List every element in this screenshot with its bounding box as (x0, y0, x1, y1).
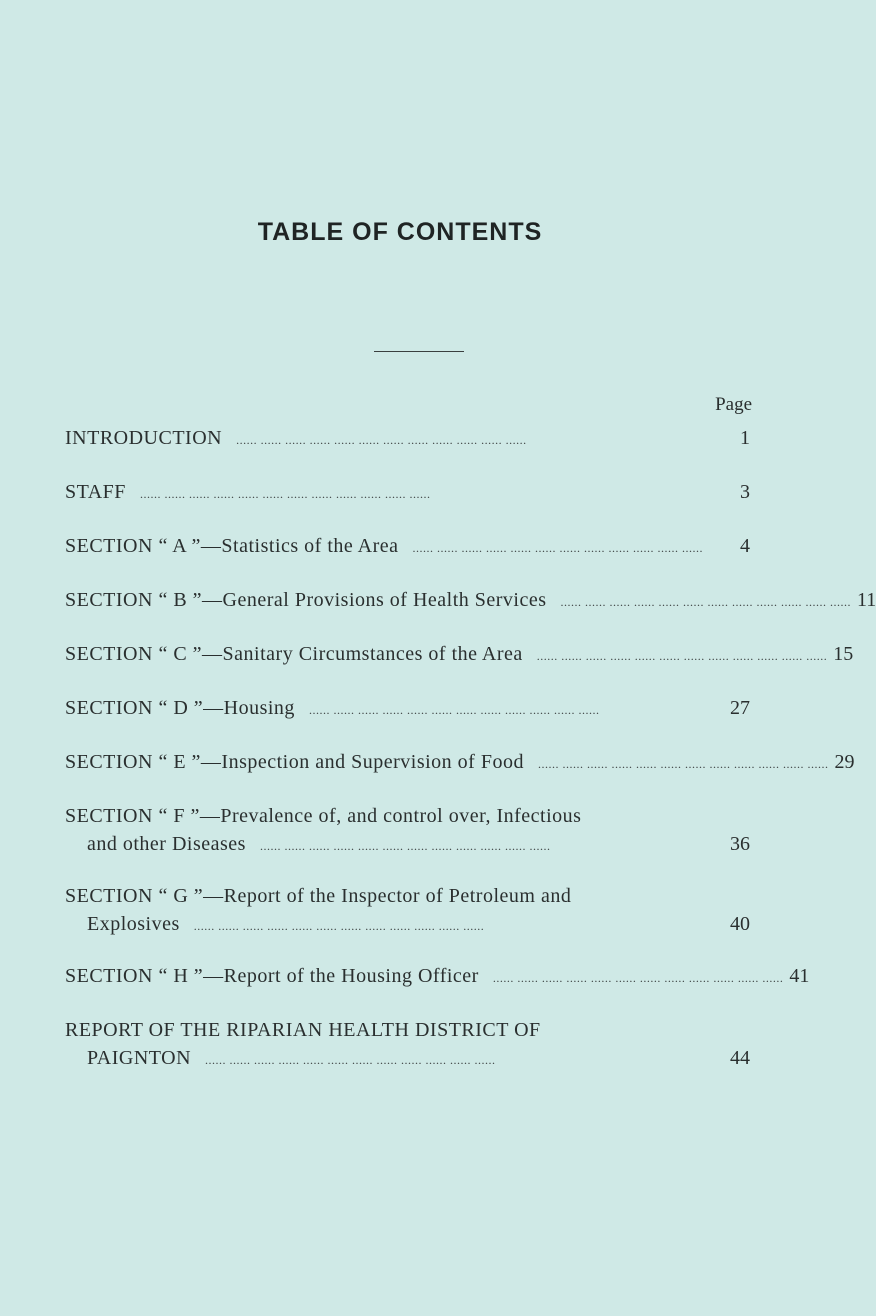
dot-leader: ...... ...... ...... ...... ...... ...... ...... ...... ...... ...... ...... ...... (259, 839, 551, 853)
toc-entry-label: SECTION “ H ”—Report of the Housing Officer (65, 965, 479, 987)
toc-page-number: 44 (730, 1047, 750, 1069)
toc-entry-label: STAFF (65, 481, 126, 503)
toc-entry-label: SECTION “ E ”—Inspection and Supervision of Food (65, 751, 524, 773)
toc-page-number: 40 (730, 913, 750, 935)
dot-leader: ...... ...... ...... ...... ...... ...... ...... ...... ...... ...... ...... ...... (308, 703, 600, 717)
toc-entry-section-a[interactable] (65, 532, 750, 562)
table-of-contents (65, 424, 876, 1096)
page-column-header: Page (715, 394, 752, 415)
toc-entry-label: SECTION “ B ”—General Provisions of Health Services (65, 589, 547, 611)
dot-leader: ...... ...... ...... ...... ...... ...... ...... ...... ...... ...... ...... ...... (236, 433, 527, 447)
toc-page-number: 3 (740, 481, 750, 503)
toc-entry-label-continued: PAIGNTON (87, 1047, 192, 1069)
toc-entry-section-d[interactable] (65, 694, 750, 724)
toc-entry-section-b[interactable] (65, 586, 876, 616)
toc-page-number: 11 (857, 589, 876, 611)
toc-entry-section-f[interactable] (65, 802, 750, 860)
toc-entry-label: SECTION “ F ”—Prevalence of, and control over, Infectious (65, 805, 582, 827)
toc-entry-label: SECTION “ C ”—Sanitary Circumstances of the Area (65, 643, 523, 665)
toc-entry-label-continued: and other Diseases (87, 833, 246, 855)
toc-entry-label: INTRODUCTION (65, 427, 223, 449)
toc-entry-label: SECTION “ A ”—Statistics of the Area (65, 535, 399, 557)
dot-leader: ...... ...... ...... ...... ...... ...... ...... ...... ...... ...... ...... ...... (193, 919, 485, 933)
title-divider (374, 351, 464, 352)
toc-entry-label-continued: Explosives (87, 913, 180, 935)
toc-entry-section-c[interactable] (65, 640, 854, 670)
toc-entry-label: REPORT OF THE RIPARIAN HEALTH DISTRICT OF (65, 1019, 541, 1041)
toc-entry-section-g[interactable] (65, 882, 750, 940)
dot-leader: ...... ...... ...... ...... ...... ...... ...... ...... ...... ...... ...... ...... (205, 1053, 496, 1067)
toc-entry-section-e[interactable] (65, 748, 855, 778)
toc-entry-label: SECTION “ G ”—Report of the Inspector of Petroleum and (65, 885, 572, 907)
toc-page-number: 41 (789, 965, 810, 987)
toc-page-number: 4 (740, 535, 750, 557)
dot-leader: ...... ...... ...... ...... ...... ...... ...... ...... ...... ...... ...... ...... (537, 757, 829, 771)
dot-leader: ...... ...... ...... ...... ...... ...... ...... ...... ...... ...... ...... ...... (492, 971, 784, 985)
dot-leader: ...... ...... ...... ...... ...... ...... ...... ...... ...... ...... ...... ...... (560, 595, 852, 609)
toc-page-number: 1 (740, 427, 750, 449)
toc-entry-introduction[interactable] (65, 424, 750, 454)
toc-entry-staff[interactable] (65, 478, 750, 508)
dot-leader: ...... ...... ...... ...... ...... ...... ...... ...... ...... ...... ...... ...... (139, 487, 431, 501)
dot-leader: ...... ...... ...... ...... ...... ...... ...... ...... ...... ...... ...... ...... (536, 649, 828, 663)
page-title: TABLE OF CONTENTS (257, 218, 543, 246)
toc-page-number: 29 (834, 751, 855, 773)
toc-page-number: 36 (730, 833, 750, 855)
dot-leader: ...... ...... ...... ...... ...... ...... ...... ...... ...... ...... ...... ...... (412, 541, 704, 555)
toc-entry-label: SECTION “ D ”—Housing (65, 697, 295, 719)
toc-entry-section-h[interactable] (65, 962, 810, 992)
toc-page-number: 15 (833, 643, 854, 665)
toc-page-number: 27 (730, 697, 750, 719)
toc-entry-riparian-report[interactable] (65, 1016, 750, 1074)
